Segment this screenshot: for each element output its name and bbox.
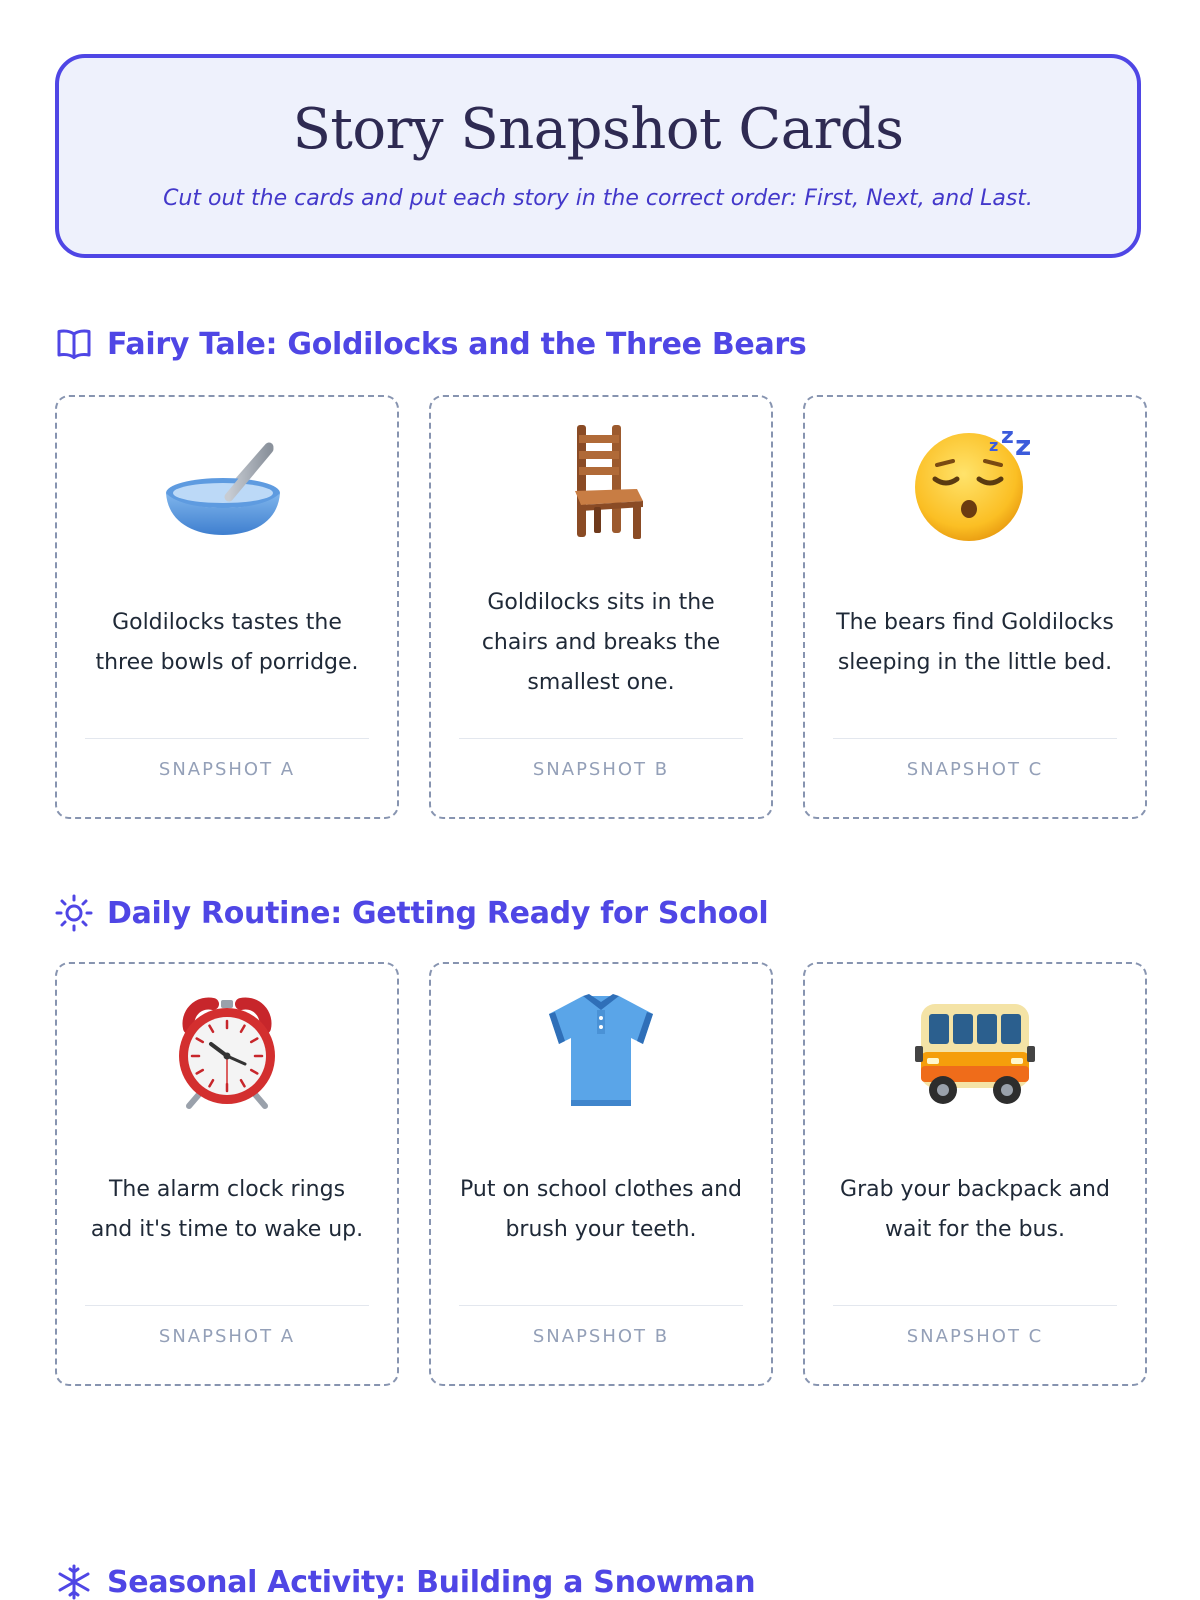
sleeping-face-icon	[805, 421, 1145, 545]
section-title: Daily Routine: Getting Ready for School	[107, 895, 769, 931]
card-divider	[833, 1305, 1117, 1306]
card-label: SNAPSHOT C	[906, 1326, 1044, 1347]
card-divider	[85, 1305, 369, 1306]
story-card-goldilocks-b[interactable]	[429, 395, 773, 819]
card-divider	[459, 738, 743, 739]
svg-text:z: z	[989, 436, 999, 455]
story-card-routine-b[interactable]	[429, 962, 773, 1386]
story-card-goldilocks-c[interactable]	[803, 395, 1147, 819]
card-label: SNAPSHOT A	[158, 759, 296, 780]
header-banner	[55, 54, 1141, 258]
sun-icon	[55, 894, 93, 932]
chair-icon	[431, 421, 771, 545]
page-instructions: Cut out the cards and put each story in the correct order: First, Next, and Last.	[163, 186, 1033, 211]
story-card-goldilocks-a[interactable]	[55, 395, 399, 819]
card-divider	[85, 738, 369, 739]
story-card-routine-c[interactable]	[803, 962, 1147, 1386]
section-title: Seasonal Activity: Building a Snowman	[107, 1564, 756, 1600]
section-title: Fairy Tale: Goldilocks and the Three Bears	[107, 326, 807, 362]
section-heading-fairy-tale	[55, 322, 806, 366]
alarm-clock-icon	[57, 988, 397, 1112]
card-divider	[459, 1305, 743, 1306]
svg-text:z: z	[1001, 424, 1014, 449]
card-text: The alarm clock rings and it's time to wake up.	[90, 1177, 364, 1242]
section-heading-daily-routine	[55, 891, 768, 935]
card-label: SNAPSHOT B	[532, 1326, 670, 1347]
page-title: Story Snapshot Cards	[292, 97, 904, 162]
card-text: Put on school clothes and brush your teeth.	[460, 1177, 742, 1242]
card-text: The bears find Goldilocks sleeping in the little bed.	[836, 610, 1114, 675]
polo-shirt-icon	[431, 988, 771, 1112]
porridge-bowl-icon	[57, 421, 397, 545]
school-bus-icon	[805, 988, 1145, 1112]
open-book-icon	[55, 325, 93, 363]
card-divider	[833, 738, 1117, 739]
card-text: Goldilocks tastes the three bowls of porridge.	[95, 610, 359, 675]
story-card-routine-a[interactable]	[55, 962, 399, 1386]
card-label: SNAPSHOT B	[532, 759, 670, 780]
card-text: Grab your backpack and wait for the bus.	[840, 1177, 1110, 1242]
svg-text:z: z	[1015, 429, 1032, 462]
card-label: SNAPSHOT C	[906, 759, 1044, 780]
card-label: SNAPSHOT A	[158, 1326, 296, 1347]
snowflake-icon	[55, 1563, 93, 1600]
section-heading-seasonal	[55, 1560, 755, 1600]
card-text: Goldilocks sits in the chairs and breaks the smallest one.	[481, 590, 721, 695]
